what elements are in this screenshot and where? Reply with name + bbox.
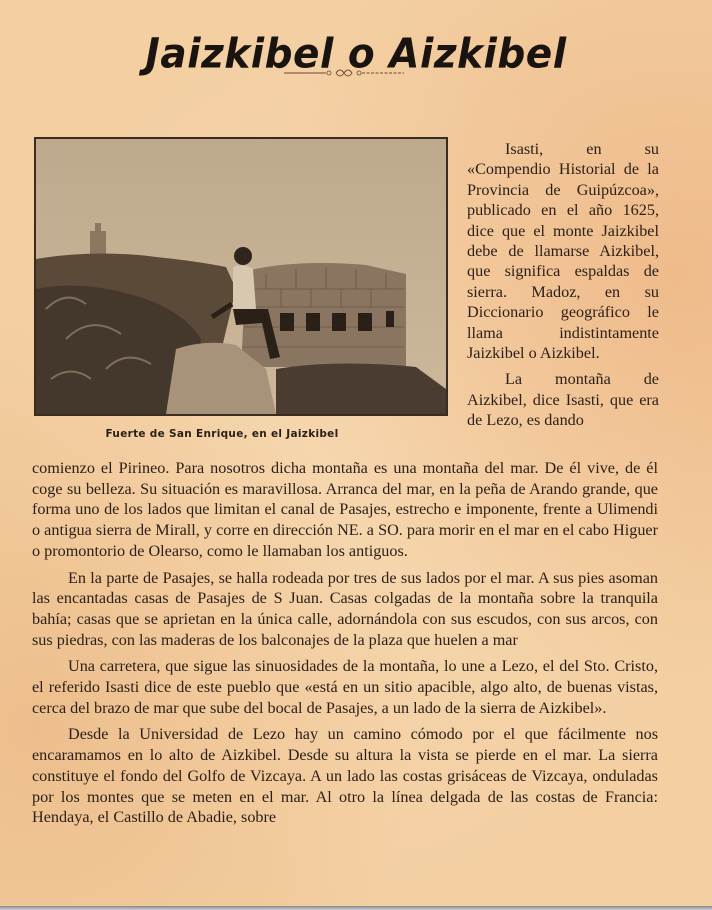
fort-photo-illustration: [36, 139, 446, 414]
body-text: [32, 458, 658, 828]
article-title: Jaizkibel o Aizkibel: [145, 31, 567, 79]
paragraph: Desde la Universidad de Lezo hay un camino cómodo por el que fácilmente nos encaramamos en lo alto de Aizkibel. Desde su altura la vista se pierde en el mar. La sierra constituye el fondo del Golfo de Vizcaya. A un lado las costas grisáceas de Vizcaya, onduladas por los montes que se meten en el mar. Al otro la línea delgada de las costas de Francia: Hendaya, el Castillo de Abadie, sobre: [32, 725, 658, 827]
paragraph: Isasti, en su «Compendio Historial de la Provincia de Guipúzcoa», publicado en el año 1625, dice que el monte Jaizkibel debe de llamarse Aizkibel, que significa espaldas de sierra. Madoz, en su Diccionario geográfico le llama indistintamente Jaizkibel o Aizkibel.: [467, 140, 659, 363]
paragraph: La montaña de Aizkibel, dice Isasti, que era de Lezo, es dando: [467, 370, 659, 430]
decorative-divider-icon: [284, 67, 404, 79]
photo-caption: Fuerte de San Enrique, en el Jaizkibel: [105, 428, 339, 440]
scan-edge: [0, 906, 712, 910]
paragraph: En la parte de Pasajes, se halla rodeada por tres de sus lados por el mar. A sus pies asoman las encantadas casas de Pasajes de S Juan. Casas colgadas de la montaña sobre la tranquila bahía; casas que se aprietan en la única calle, adornándola con sus escudos, con sus arcos, con sus piedras, con las maderas de los balconajes de la plaza que huelen a mar: [32, 568, 658, 649]
paragraph: comienzo el Pirineo. Para nosotros dicha montaña es una montaña del mar. De él vive, de él coge su belleza. Su situación es maravillosa. Arranca del mar, en la peña de Arando grande, que forma uno de los lados que limitan el canal de Pasajes, estrecho e imponente, frente a Ulimendi o antigua sierra de Mirall, y corre en dirección NE. a SO. para morir en el mar en el cabo Higuer o promontorio de Olearso, como le llamaban los antiguos.: [32, 459, 658, 560]
side-column: [467, 139, 659, 431]
paragraph: Una carretera, que sigue las sinuosidades de la montaña, lo une a Lezo, el del Sto. Cristo, el referido Isasti dice de este pueblo que «está en un sitio apacible, algo alto, de buenas vistas, cerca del brazo de mar que sube del bocal de Pasajes, a un lado de la sierra de Aizkibel».: [32, 657, 658, 717]
article-photo: [34, 137, 448, 416]
